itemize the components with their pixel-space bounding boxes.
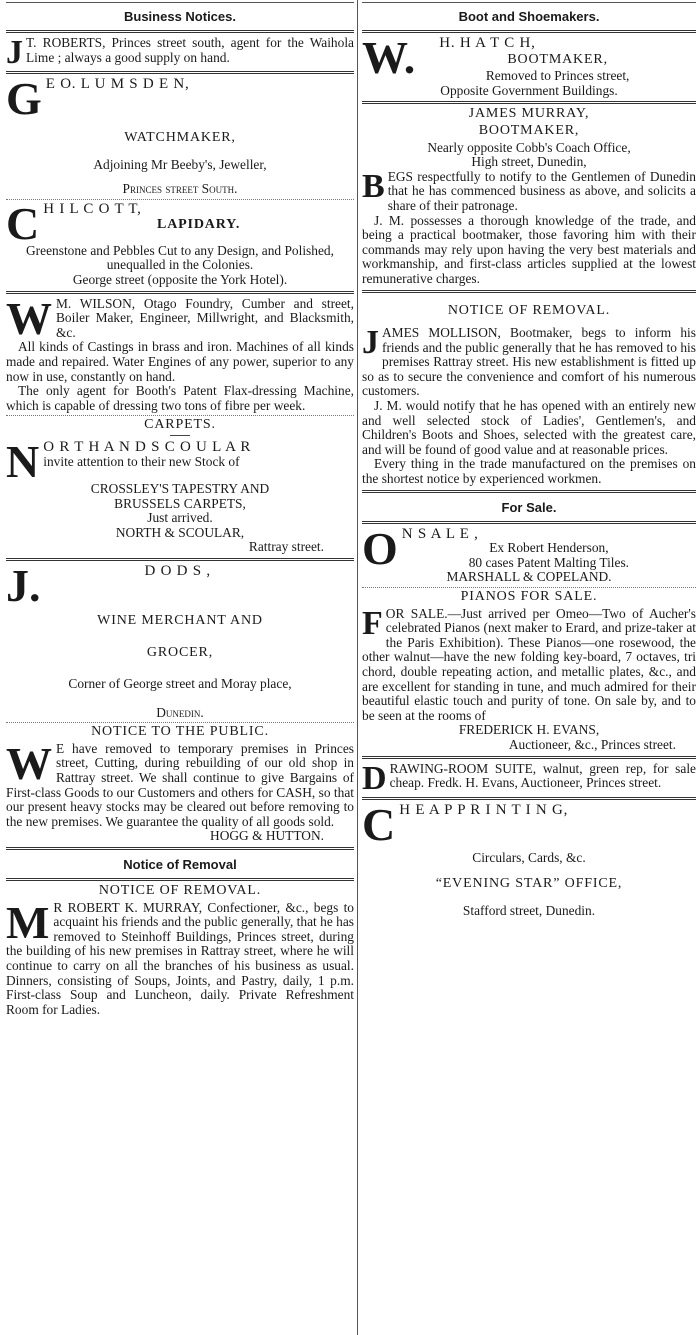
rule [6, 71, 354, 74]
ad-name-text: H I L C O T T, [43, 200, 142, 217]
ad-text: Ex Robert Henderson, [489, 540, 609, 556]
rule [362, 587, 696, 588]
rule [362, 490, 696, 493]
ad-chilcott [6, 197, 354, 288]
ad-roberts [6, 34, 354, 71]
ad-sign: NORTH & SCOULAR, [115, 524, 245, 540]
rule [6, 30, 354, 33]
ad-name [419, 36, 696, 51]
drop-cap: J. [6, 559, 41, 611]
ad-title: LAPIDARY. [157, 217, 241, 233]
drop-cap: W [6, 292, 52, 344]
drop-cap: F [362, 604, 383, 642]
ad-printing [362, 798, 696, 919]
ad-name [46, 77, 354, 92]
ad-text: M. WILSON, Otago Foundry, Cumber and street, Boiler Maker, Engineer, Millwright, and Blacksmith, &c. [56, 295, 354, 340]
ad-name [43, 440, 354, 455]
ad-text: Greenstone and Pebbles Cut to any Design, and Polished, unequalled in the Colonies. [26, 242, 334, 273]
ad-mollison [362, 296, 696, 487]
rule [6, 722, 354, 723]
ad-name: JAMES MURRAY, [468, 106, 590, 122]
rule [362, 756, 696, 759]
ad-title: BOOTMAKER, [507, 51, 608, 67]
ad-title: BOOTMAKER, [478, 122, 580, 138]
ad-drawing-room [362, 759, 696, 797]
ad-street: Rattray street. [248, 539, 324, 555]
ad-sign: MARSHALL & COPELAND. [446, 569, 612, 585]
ad-hogg-hutton [6, 725, 354, 844]
rule [6, 2, 354, 3]
ad-text: Opposite Government Buildings. [440, 82, 618, 98]
ad-heading: NOTICE OF REMOVAL. [98, 883, 262, 898]
section-heading-removal: Notice of Removal [123, 857, 237, 872]
ad-text: Stafford street, Dunedin. [462, 902, 596, 918]
drop-cap: G [6, 73, 42, 124]
section-heading-forsale: For Sale. [501, 499, 557, 515]
ad-name-text: E O. L U M S D E N, [45, 76, 190, 92]
left-column [6, 0, 354, 1335]
drop-cap: C [362, 798, 396, 850]
ad-name-text: H. H A T C H, [439, 35, 536, 51]
ad-text: BRUSSELS CARPETS, [114, 495, 246, 511]
ad-street: Princes street South. [122, 181, 238, 197]
ad-text: J. M. would notify that he has opened with an entirely new and well selected stock of Ladies', Gentlemen's, and Children's Boots and Shoes, selected with the greatest care, and will be found of good value and at reasonable prices. [362, 398, 696, 457]
ad-text: E have removed to temporary premises in Princes street, Cutting, during rebuilding of our old shop in Rattray street. We shall continue to give Bargains of First-class Goods to our Customers and others for CASH, so that our present heavy stocks may be cleared out before removing to the new premises. We guarantee the quality of all goods sold. [6, 740, 354, 829]
drop-cap: W. [362, 32, 416, 83]
rule [6, 558, 354, 561]
ad-name [45, 564, 355, 579]
ad-name-text: D O D S , [144, 562, 211, 579]
ad-name-text: O R T H A N D S C O U L A R [43, 438, 252, 455]
drop-cap: J [362, 324, 379, 362]
ad-text: OR SALE.—Just arrived per Omeo—Two of Aucher's celebrated Pianos (next maker to Erard, and prize-taker at the Paris Exhibition). These Pianos—one rosewood, the other walnut—have the new folding key-board, 7 octaves, tri chord, double repeating action, and metallic plates, &c., and are excellent for standing in tune, and much admired for their beautiful elastic touch and purity of tone. On sale by, and to be seen at the rooms of [362, 605, 696, 723]
column-rule [357, 0, 358, 1335]
ad-onsale [362, 522, 696, 585]
rule [6, 847, 354, 850]
rule [362, 2, 696, 3]
rule [362, 101, 696, 104]
ad-heading: CARPETS. [144, 417, 216, 433]
ad-heading: NOTICE OF REMOVAL. [447, 302, 611, 318]
rule [6, 291, 354, 294]
ad-wilson [6, 292, 354, 414]
ad-text: invite attention to their new Stock of [43, 453, 240, 469]
ad-text: AMES MOLLISON, Bootmaker, begs to inform his friends and the public generally that he has removed to his premises Rattray street. His new establishment is fitted up so as to secure the convenience and comfort of his numerous customers. [362, 325, 696, 399]
ad-text: All kinds of Castings in brass and iron. Machines of all kinds made and repaired. Water Engines of any power, superior to any now in use, constantly on hand. [6, 339, 354, 384]
drop-cap: J [6, 34, 23, 71]
ad-name-text: N S A L E , [401, 525, 479, 542]
ad-text: T. ROBERTS, Princes street south, agent for the Waihola Lime ; always a good supply on hand. [26, 35, 354, 65]
ad-name [402, 527, 696, 542]
rule [6, 878, 354, 881]
ad-text: RAWING-ROOM SUITE, walnut, green rep, for sale cheap. Fredk. H. Evans, Auctioneer, Princes street. [389, 760, 696, 791]
ad-robert-murray [6, 884, 354, 1017]
ad-dods [6, 559, 354, 720]
ad-title: “EVENING STAR” OFFICE, [435, 876, 623, 892]
ad-sign: Auctioneer, &c., Princes street. [508, 736, 676, 752]
ad-text: Every thing in the trade manufactured on the premises on the shortest notice by experienced workmen. [362, 456, 696, 487]
ad-address: Corner of George street and Moray place, [68, 676, 292, 692]
section-heading-business: Business Notices. [124, 9, 236, 24]
ad-sign: FREDERICK H. EVANS, [458, 722, 600, 738]
ad-text: Just arrived. [147, 510, 213, 526]
ad-text: High street, Dunedin, [471, 154, 587, 170]
drop-cap: C [6, 197, 40, 249]
ad-james-murray [362, 107, 696, 286]
ad-text: Nearly opposite Cobb's Coach Office, [427, 139, 631, 155]
drop-cap: B [362, 167, 385, 205]
ad-text: 80 cases Patent Malting Tiles. [468, 554, 630, 570]
ad-carpets [6, 418, 354, 555]
drop-cap: M [6, 896, 50, 948]
section-heading-boot: Boot and Shoemakers. [458, 9, 600, 24]
ad-name [399, 803, 696, 818]
right-column [362, 0, 696, 1335]
ad-text: J. M. possesses a thorough knowledge of the trade, and being a practical bootmaker, those favoring him with their commands may rely upon having the very best materials and workmanship, and first-class articles supplied at the lowest remunerative charges. [362, 212, 696, 286]
ad-hatch [362, 32, 696, 98]
drop-cap: O [362, 522, 398, 574]
ad-name [43, 202, 354, 217]
ad-text: Removed to Princes street, [485, 68, 630, 84]
drop-cap: D [362, 759, 387, 797]
ad-text: EGS respectfully to notify to the Gentlemen of Dunedin that he has commenced business as above, and solicits a share of their patronage. [387, 168, 696, 213]
ad-lumsden [6, 73, 354, 197]
rule [362, 797, 696, 800]
drop-cap: W [6, 737, 52, 789]
ad-title: WINE MERCHANT AND [97, 612, 263, 628]
rule [362, 521, 696, 524]
ad-address: Adjoining Mr Beeby's, Jeweller, [93, 156, 267, 172]
rule [6, 199, 354, 200]
ad-pianos [362, 590, 696, 753]
ad-text: CROSSLEY'S TAPESTRY AND [90, 480, 270, 496]
ad-city: Dunedin. [156, 704, 204, 720]
rule [6, 415, 354, 416]
ad-text: George street (opposite the York Hotel). [72, 271, 288, 287]
ad-text: R ROBERT K. MURRAY, Confectioner, &c., begs to acquaint his friends and the public generally, that he has removed to Steinhoff Buildings, Princes street, during the building of his new premises in Rattray street, where he will continue to carry on all the branches of his business as usual. Dinners, consisting of Soups, Joints, and Pastry, daily, 1 p.m. First-class Soup and Luncheon, daily. Private Refreshment Room for Ladies. [6, 899, 354, 1017]
rule [362, 290, 696, 293]
ad-sign: HOGG & HUTTON. [210, 828, 324, 844]
ad-title: GROCER, [146, 645, 214, 661]
ad-text: The only agent for Booth's Patent Flax-dressing Machine, which is capable of dressing two tons of fibre per week. [6, 383, 354, 413]
ad-name-text: H E A P P R I N T I N G, [399, 801, 569, 818]
ad-text: Circulars, Cards, &c. [472, 849, 586, 865]
ad-heading: NOTICE TO THE PUBLIC. [91, 724, 269, 740]
drop-cap: N [6, 435, 40, 487]
ad-heading: PIANOS FOR SALE. [460, 589, 598, 604]
ad-title: WATCHMAKER, [124, 130, 236, 145]
